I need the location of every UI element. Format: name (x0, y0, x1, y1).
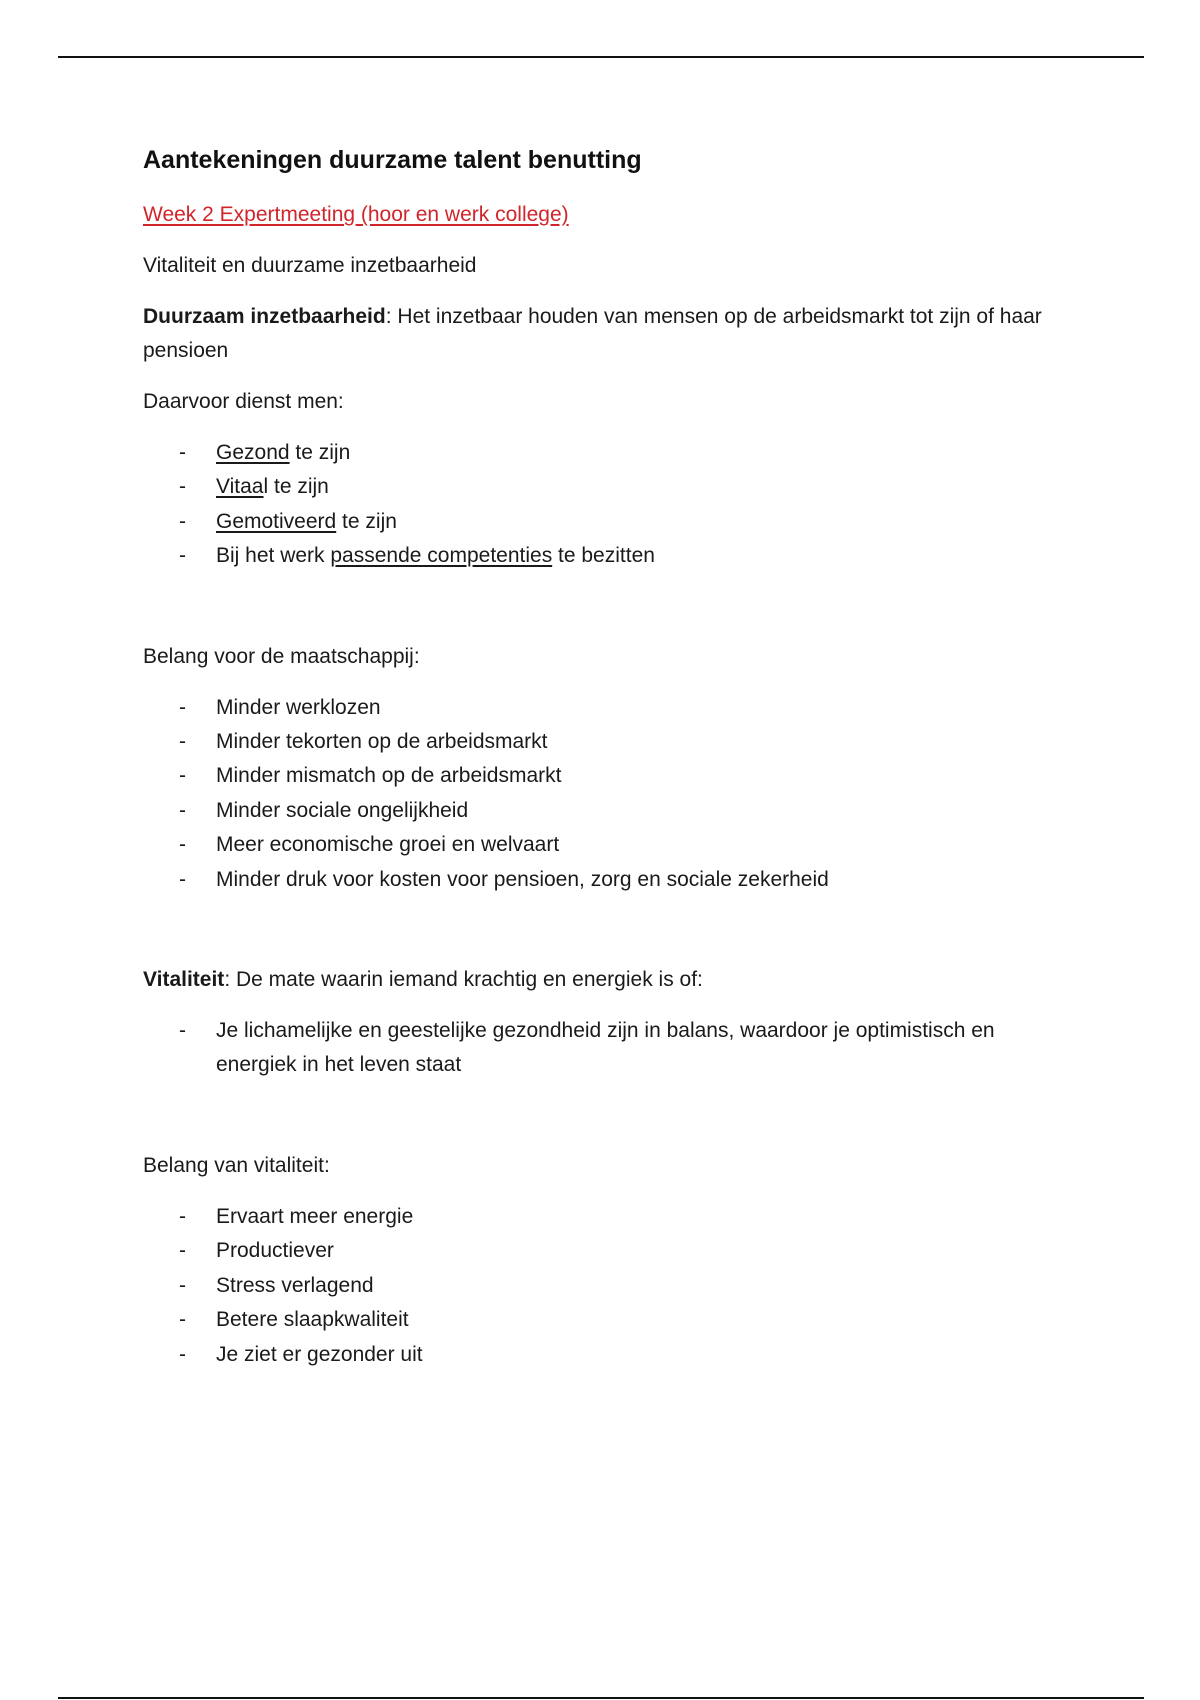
underlined-term: passende competenties (330, 544, 553, 568)
document-title: Aantekeningen duurzame talent benutting (143, 146, 642, 174)
definition-term: Duurzaam inzetbaarheid (143, 305, 386, 328)
list-item (143, 505, 1073, 539)
list-item: - Stress verlagend (143, 1269, 1073, 1303)
list-item: - Minder druk voor kosten voor pensioen, zorg en sociale zekerheid (143, 863, 1073, 897)
underlined-term: Vitaa (216, 475, 264, 499)
society-intro: Belang voor de maatschappij: (143, 644, 420, 668)
importance-list (143, 1200, 1073, 1372)
list-item: - Minder mismatch op de arbeidsmarkt (143, 759, 1073, 793)
list-item: - Productiever (143, 1234, 1073, 1268)
header-rule (58, 56, 1144, 58)
list-item: - Je lichamelijke en geestelijke gezondheid zijn in balans, waardoor je optimistisch en energiek in het leven staat (143, 1014, 1073, 1083)
list-item: - Meer economische groei en welvaart (143, 828, 1073, 862)
list-item: - Minder sociale ongelijkheid (143, 794, 1073, 828)
spacer (143, 1100, 1073, 1149)
list-item: - Je ziet er gezonder uit (143, 1338, 1073, 1372)
spacer (143, 591, 1073, 640)
list-item-text: l te zijn (263, 475, 329, 499)
underlined-term: Gemotiveerd (216, 509, 337, 533)
definition-text: : Het inzetbaar houden van mensen op de arbeidsmarkt tot zijn of haar pensioen (143, 305, 1042, 362)
week-link[interactable]: Week 2 Expertmeeting (hoor en werk college) (143, 203, 569, 226)
list-item-prefix: Bij het werk (216, 544, 331, 568)
list-item: - Betere slaapkwaliteit (143, 1303, 1073, 1337)
definition-term: Vitaliteit (143, 968, 225, 992)
spacer (143, 914, 1073, 963)
list-item (143, 539, 1073, 573)
footer-rule (58, 1697, 1144, 1699)
list-item-text: te bezitten (552, 544, 655, 568)
list-item (143, 436, 1073, 470)
definition-vitaliteit (143, 963, 1073, 997)
list-item (143, 470, 1073, 504)
underlined-term: Gezond (216, 441, 290, 464)
list-item-text: te zijn (289, 441, 351, 464)
requirements-intro: Daarvoor dienst men: (143, 390, 344, 413)
week-link-paragraph (143, 198, 1073, 232)
requirements-list (143, 436, 1073, 574)
importance-intro: Belang van vitaliteit: (143, 1153, 330, 1177)
society-list (143, 691, 1073, 897)
list-item: - Minder werklozen (143, 691, 1073, 725)
definition-text: : De mate waarin iemand krachtig en energiek is of: (224, 968, 703, 992)
list-item: - Minder tekorten op de arbeidsmarkt (143, 725, 1073, 759)
list-item-text: te zijn (336, 509, 397, 533)
subtitle: Vitaliteit en duurzame inzetbaarheid (143, 254, 477, 277)
list-item: - Ervaart meer energie (143, 1200, 1073, 1234)
definition-duurzaam-inzetbaarheid (143, 300, 1073, 368)
vitality-list (143, 1014, 1073, 1083)
document-body (143, 142, 1073, 1389)
